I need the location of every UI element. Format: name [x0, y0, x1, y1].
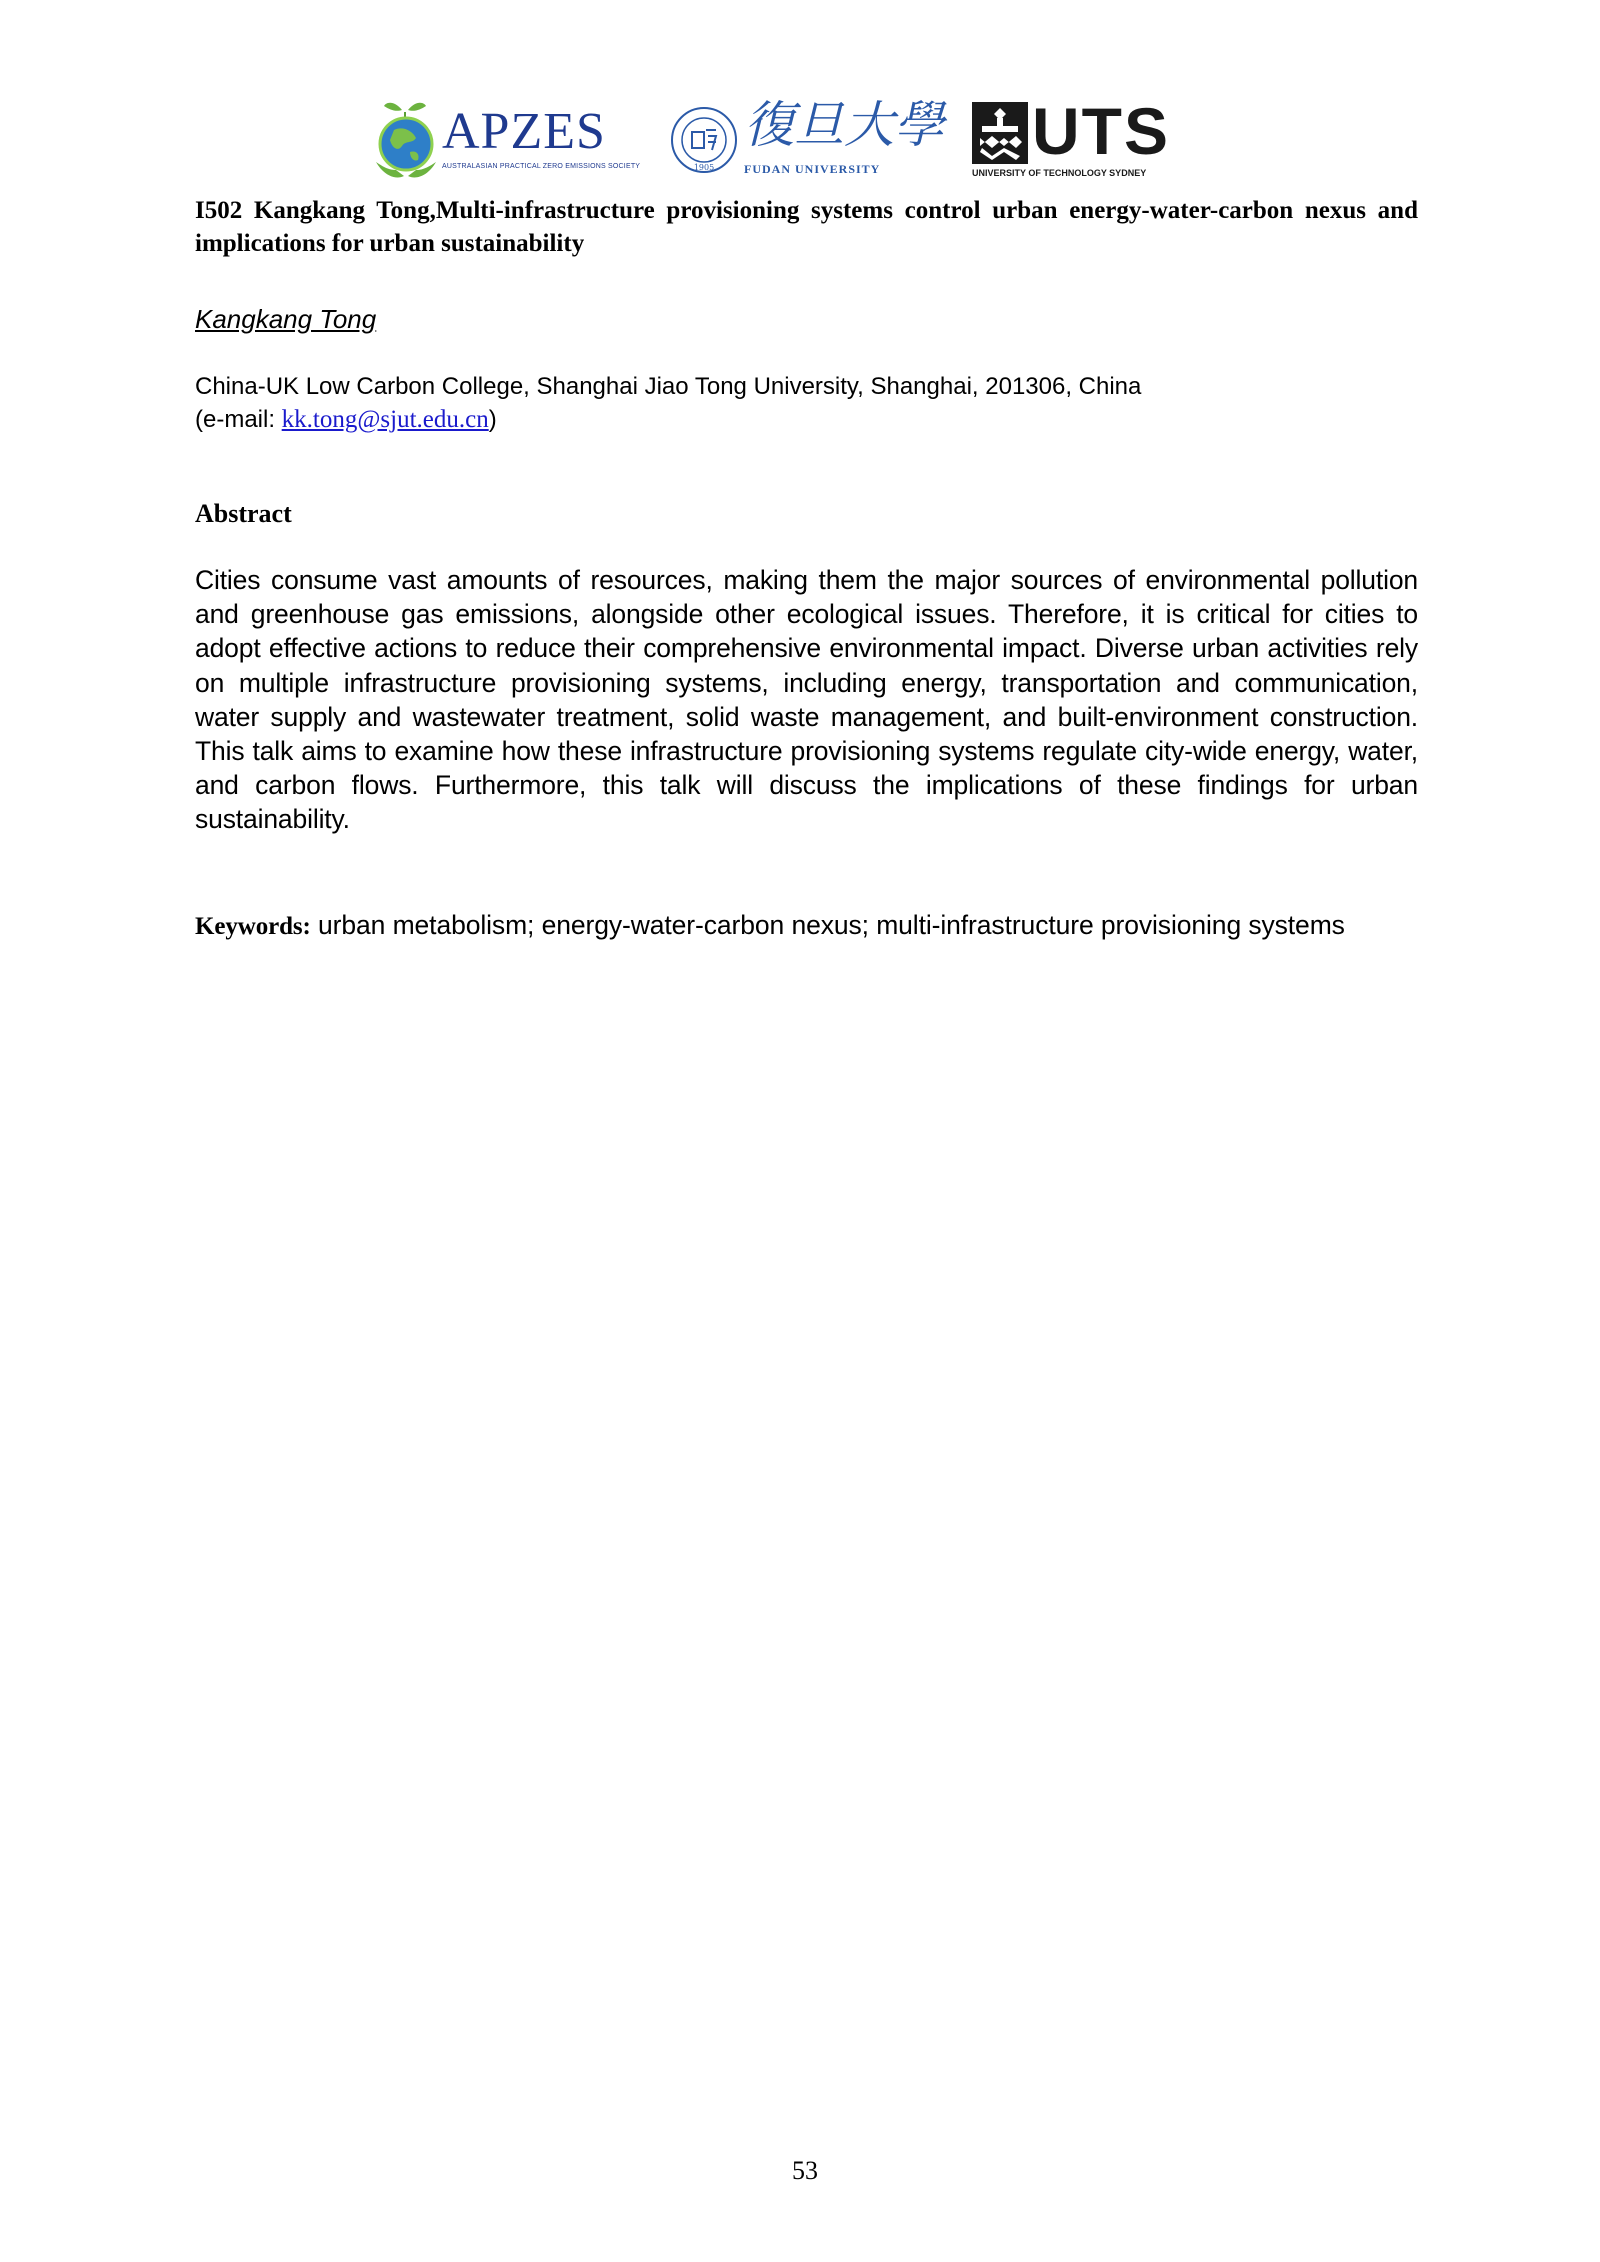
author-name: Kangkang Tong [195, 304, 377, 334]
fudan-logo [668, 96, 944, 184]
uts-subtitle: UNIVERSITY OF TECHNOLOGY SYDNEY [972, 168, 1147, 178]
keywords-block [195, 908, 1418, 944]
fudan-chinese-name: 復旦大學 [744, 96, 944, 154]
header-logos [370, 96, 1170, 184]
fudan-english-name: FUDAN UNIVERSITY [744, 162, 881, 176]
apzes-wordmark: APZES [442, 103, 606, 160]
abstract-heading: Abstract [195, 499, 292, 528]
keywords-label: Keywords: [195, 913, 311, 940]
uts-emblem-icon [972, 102, 1028, 164]
email-suffix: ) [488, 406, 497, 433]
uts-logo [970, 96, 1170, 184]
affiliation-block [195, 370, 1418, 436]
globe-icon [372, 96, 440, 184]
abstract-text: Cities consume vast amounts of resources, making them the major sources of environmental pollution and greenhouse gas emissions, alongside other ecological issues. Therefore, it is critical for cities to adopt effective actions to reduce their comprehensive environmental impact. Diverse urban activities rely on multiple infrastructure provisioning systems, including energy, transportation and communication, water supply and wastewater treatment, solid waste management, and built-environment construction. This talk aims to examine how these infrastructure provisioning systems regulate city-wide energy, water, and carbon flows. Furthermore, this talk will discuss the implications of these findings for urban sustainability. [195, 565, 1418, 835]
uts-wordmark: UTS [1032, 94, 1170, 168]
email-line [195, 403, 1418, 436]
apzes-subtitle: AUSTRALASIAN PRACTICAL ZERO EMISSIONS SOCIETY [442, 163, 641, 170]
email-link[interactable]: kk.tong@sjut.edu.cn [281, 406, 489, 433]
svg-text:1905: 1905 [693, 163, 715, 172]
affiliation: China-UK Low Carbon College, Shanghai Jiao Tong University, Shanghai, 201306, China [195, 373, 1142, 400]
email-prefix: (e-mail: [195, 406, 282, 433]
keywords-text: urban metabolism; energy-water-carbon nexus; multi-infrastructure provisioning systems [310, 910, 1345, 940]
apzes-logo [372, 96, 641, 184]
page-number: 53 [792, 2156, 818, 2185]
paper-title: I502 Kangkang Tong,Multi-infrastructure provisioning systems control urban energy-water-carbon nexus and implications for urban sustainability [195, 197, 1418, 257]
fudan-seal-icon [668, 96, 740, 184]
